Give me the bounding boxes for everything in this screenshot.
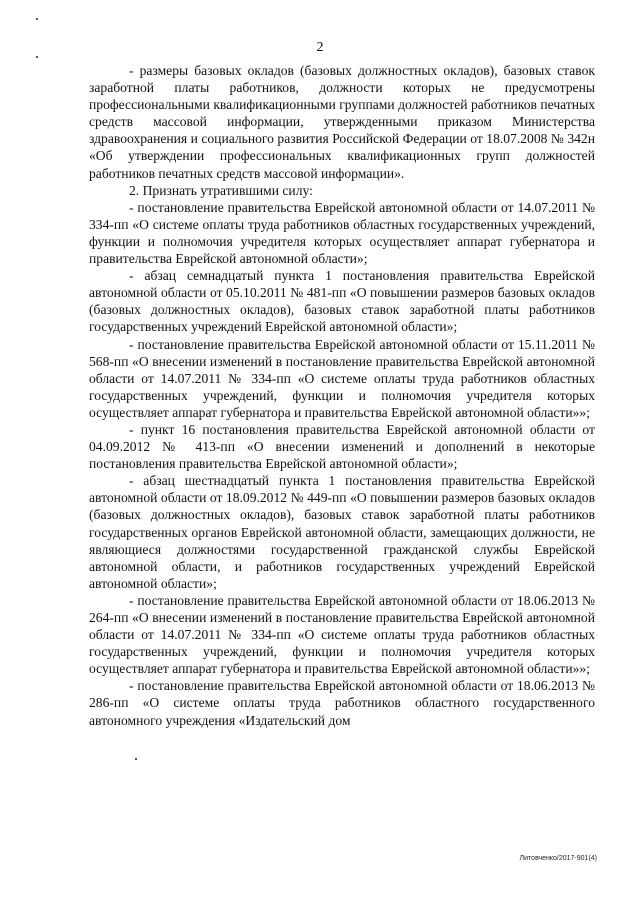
paragraph: - постановление правительства Еврейской автономной области от 15.11.2011 № 568-пп «О внесении изменений в постановление правительства Еврейской автономной области от 14.07.2011 № 334-пп «О системе оплаты труда работников областных государственных учреждений, функции и полномочия учредителя которых осуществляет аппарат губернатора и правительства Еврейской автономной области»»; bbox=[89, 336, 595, 420]
paragraph: - размеры базовых окладов (базовых должностных окладов), базовых ставок заработной платы работников, должности которых не предусмотрены профессиональными квалификационными группами должностей работников печатных средств массовой информации, утвержденными приказом Министерства здравоохранения и социального развития Российской Федерации от 18.07.2008 № 342н «Об утверждении профессиональных квалификационных групп должностей работников печатных средств массовой информации». bbox=[89, 63, 595, 181]
document-body bbox=[89, 62, 595, 729]
paragraph: - постановление правительства Еврейской автономной области от 14.07.2011 № 334-пп «О системе оплаты труда работников областных государственных учреждений, функции и полномочия учредителя которых осуществляет аппарат губернатора и правительства Еврейской автономной области»; bbox=[89, 199, 595, 267]
paragraph: - абзац семнадцатый пункта 1 постановления правительства Еврейской автономной области от 05.10.2011 № 481-пп «О повышении размеров базовых окладов (базовых должностных окладов), базовых ставок заработной платы работников государственных учреждений Еврейской автономной области»; bbox=[89, 268, 595, 335]
paragraph: 2. Признать утратившими силу: bbox=[129, 182, 313, 198]
footer-reference: Литовченко/2017-901(4) bbox=[519, 855, 597, 862]
paragraph: - постановление правительства Еврейской автономной области от 18.06.2013 № 264-пп «О внесении изменений в постановление правительства Еврейской автономной области от 14.07.2011 № 334-пп «О системе оплаты труда работников областных государственных учреждений, функции и полномочия учредителя которых осуществляет аппарат губернатора и правительства Еврейской автономной области»»; bbox=[89, 592, 595, 677]
paragraph: - постановление правительства Еврейской автономной области от 18.06.2013 № 286-пп «О системе оплаты труда работников областного государственного автономного учреждения «Издательский дом bbox=[89, 678, 595, 728]
scan-mark bbox=[36, 56, 38, 58]
paragraph: - пункт 16 постановления правительства Еврейской автономной области от 04.09.2012 № 413-пп «О внесении изменений и дополнений в некоторые постановления правительства Еврейской автономной области»; bbox=[89, 421, 595, 472]
page-number: 2 bbox=[316, 40, 324, 55]
scan-mark bbox=[36, 18, 38, 20]
scan-mark bbox=[135, 758, 137, 760]
paragraph: - абзац шестнадцатый пункта 1 постановления правительства Еврейской автономной области от 18.09.2012 № 449-пп «О повышении размеров базовых окладов (базовых должностных окладов), базовых ставок заработной платы работников государственных органов Еврейской автономной области, замещающих должности, не являющиеся должностями государственной гражданской службы Еврейской автономной области, и работников государственных учреждений Еврейской автономной области»; bbox=[89, 473, 595, 591]
